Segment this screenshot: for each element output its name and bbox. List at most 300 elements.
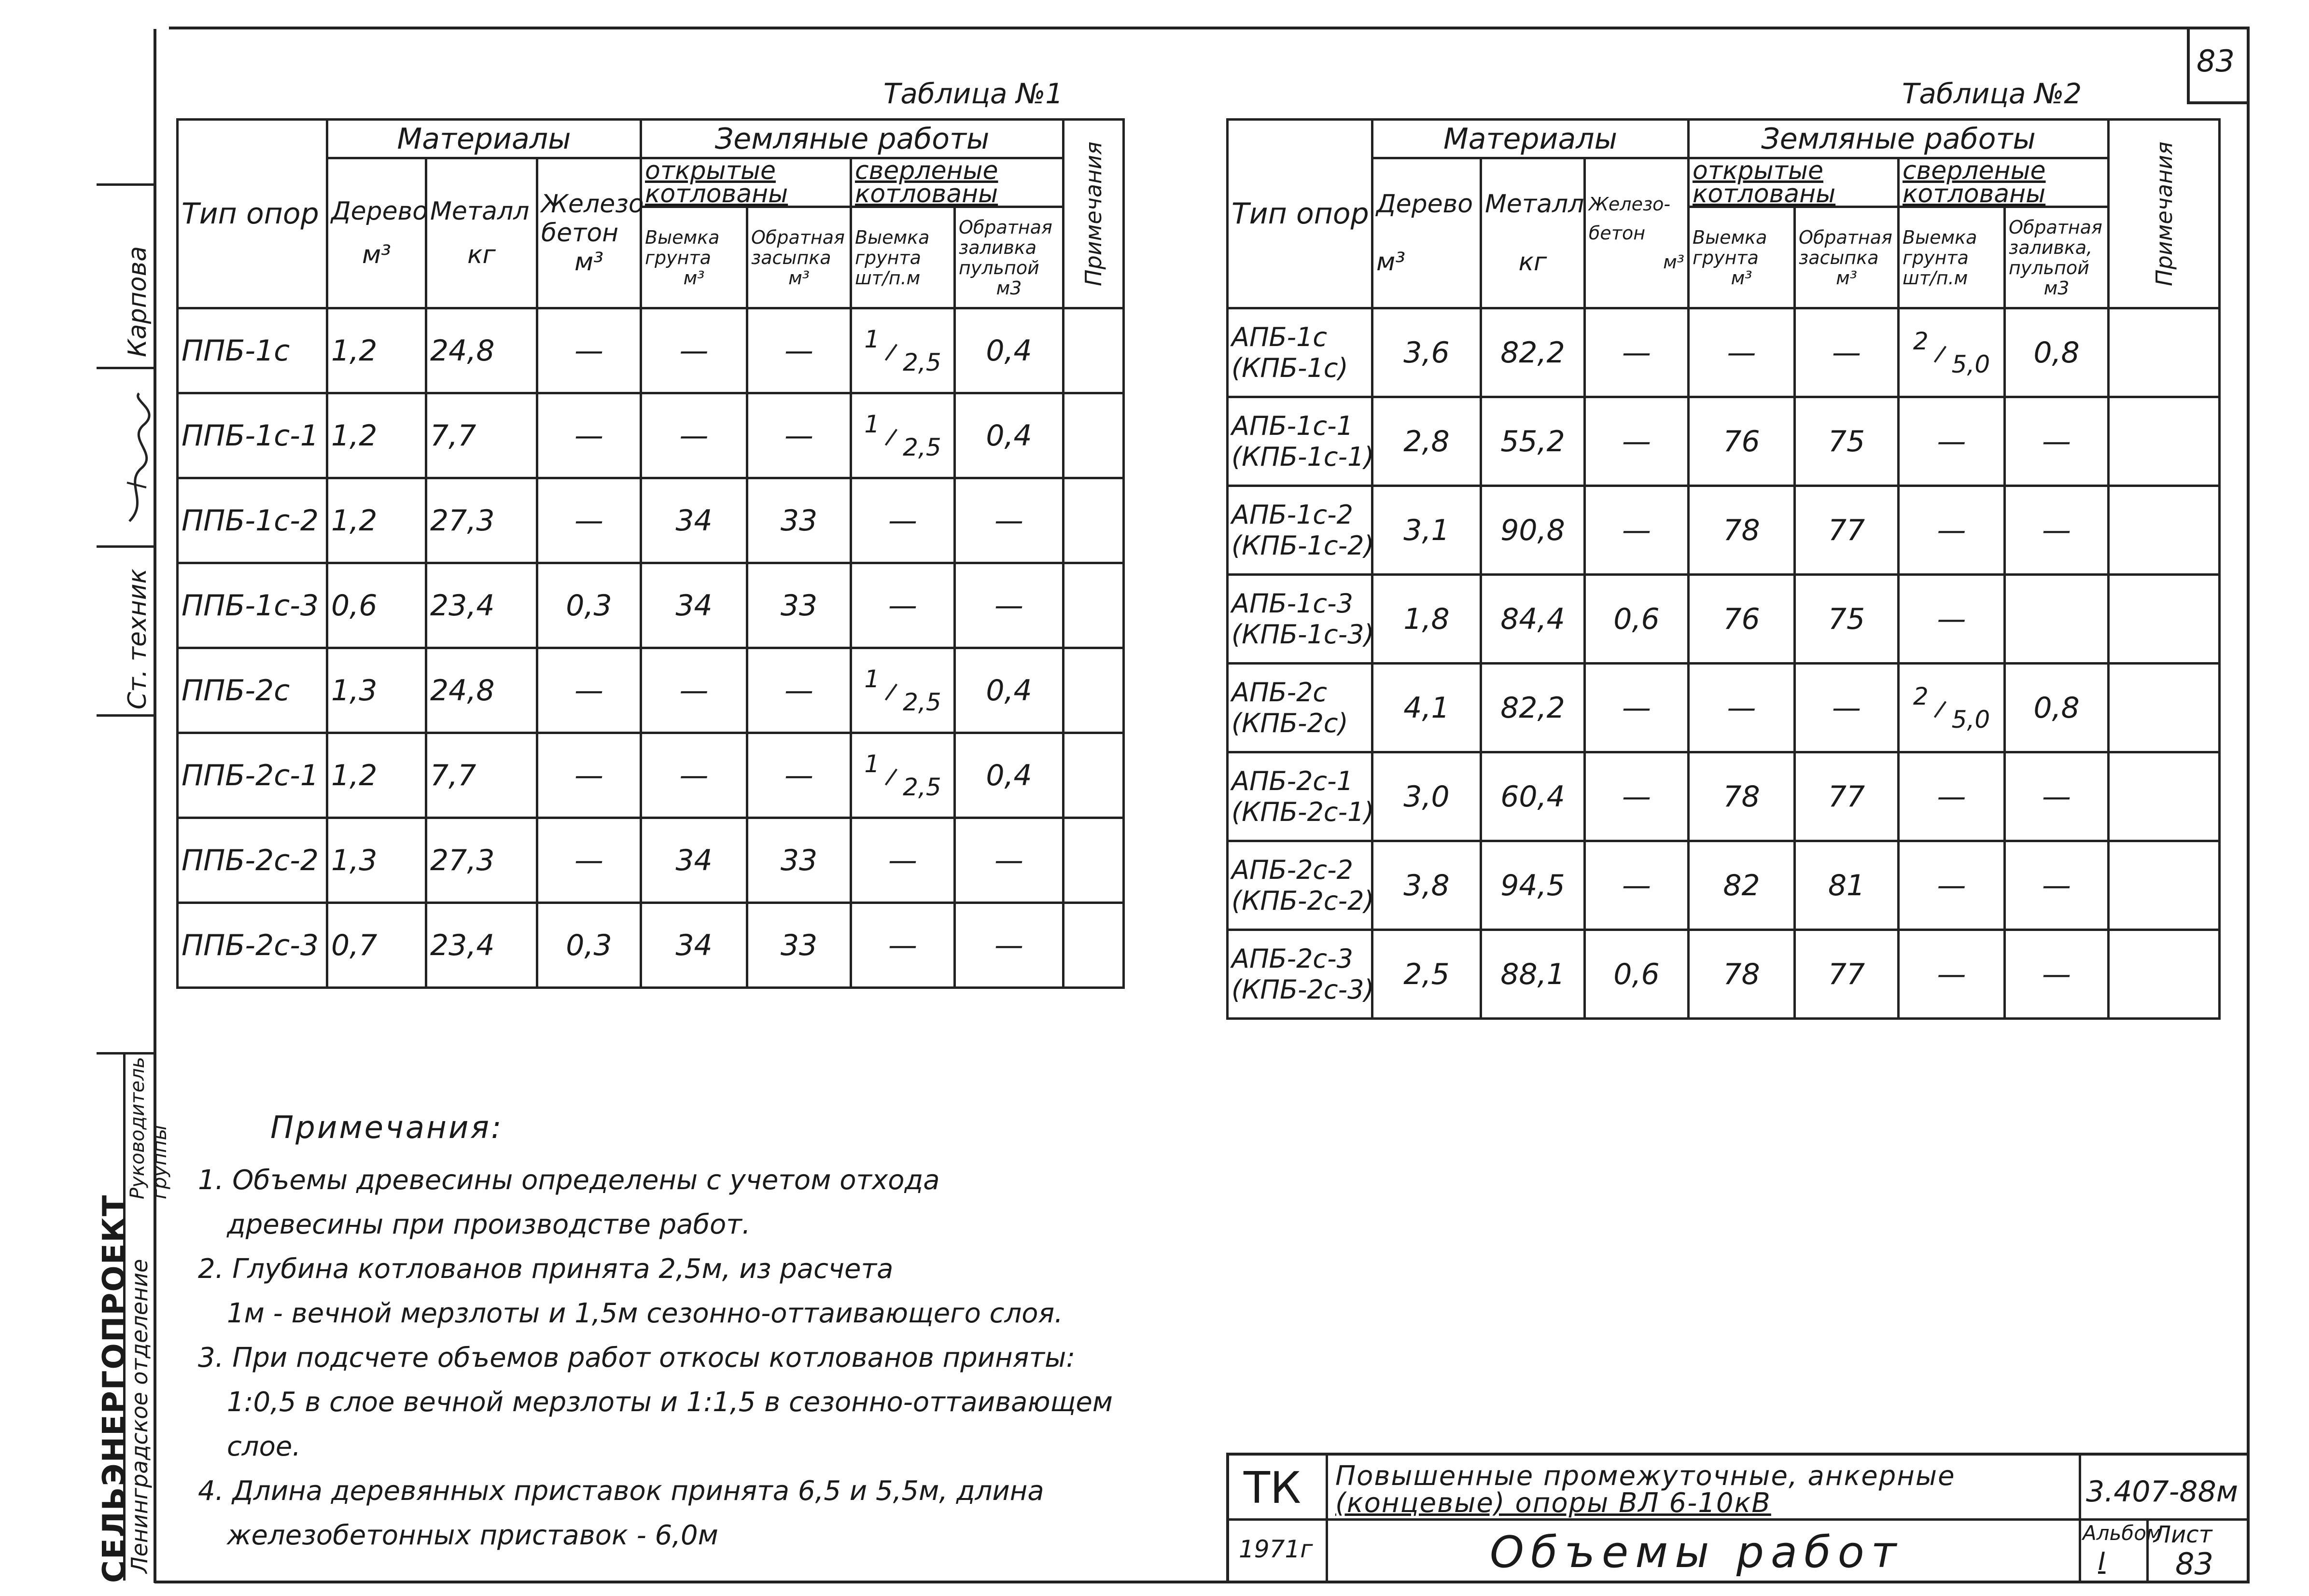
side-strip-line-e [97, 183, 154, 186]
table1-backfill: — [747, 393, 851, 478]
table1-type: ППБ-1с-3 [178, 563, 327, 648]
table1-excavation: — [641, 393, 747, 478]
table1-header-excavation-unit: м³ [683, 267, 705, 289]
note-line: 3. При подсчете объемов работ откосы котлованов приняты: [198, 1342, 1076, 1374]
table2-drill-cell [1899, 575, 2005, 664]
table1-drill-num: 1 [864, 410, 880, 438]
table2-notes-cell [2109, 575, 2220, 664]
table1 [176, 118, 1125, 989]
table1-drill-cell [851, 563, 955, 648]
table2-excavation: 78 [1689, 486, 1795, 575]
table2-header-backfill-text: Обратная засыпка [1799, 226, 1892, 268]
table2-type [1228, 486, 1372, 575]
table2-backfill: 75 [1795, 397, 1899, 486]
table1-drill-den: 2,5 [903, 433, 941, 461]
table2-row [1228, 930, 2220, 1019]
table2-type-main: АПБ-2с [1231, 677, 1328, 708]
table1-header-drilled-pits: сверленые котлованы [851, 158, 1064, 207]
table1-header-materials: Материалы [327, 120, 641, 158]
stamp-vline-tk [1326, 1456, 1328, 1583]
table2-type-main: АПБ-1с-3 [1231, 588, 1353, 619]
table2-metal: 90,8 [1481, 486, 1585, 575]
table2-type-alt: (КПБ-1с-2) [1231, 530, 1374, 561]
table1-type: ППБ-2с-3 [178, 903, 327, 988]
table1-pulp: — [955, 818, 1064, 903]
table1-excavation: 34 [641, 818, 747, 903]
table2-wood: 3,0 [1372, 752, 1481, 841]
table1-pulp: — [955, 478, 1064, 563]
side-name-karpova: Карпова [123, 246, 152, 357]
table2-caption: Таблица №2 [1902, 77, 2082, 110]
table2-pulp [2005, 575, 2109, 664]
table1-drill-sep [885, 429, 897, 445]
table2-header-metal-text: Металл [1485, 190, 1584, 219]
table1-header-concrete-unit: м³ [574, 248, 604, 277]
table2-drill-num: — [1937, 779, 1966, 814]
table2-metal: 82,2 [1481, 664, 1585, 752]
table2-metal: 82,2 [1481, 308, 1585, 397]
table2-header-notes [2109, 120, 2220, 308]
table1-drill-num: — [888, 843, 918, 877]
table2-wood: 3,6 [1372, 308, 1481, 397]
table2-excavation: — [1689, 308, 1795, 397]
table2-excavation: 78 [1689, 930, 1795, 1019]
table2-header-pulp-unit: м3 [2043, 277, 2070, 299]
table1-concrete: — [537, 733, 641, 818]
table2-notes-cell [2109, 664, 2220, 752]
table2-concrete: — [1585, 397, 1689, 486]
table2-header-excavation [1689, 207, 1795, 308]
table1-concrete: — [537, 818, 641, 903]
table1-backfill: — [747, 308, 851, 393]
table1-drill-cell [851, 308, 955, 393]
table1-notes-cell [1064, 648, 1124, 733]
table2-excavation: 82 [1689, 841, 1795, 930]
table2-metal: 55,2 [1481, 397, 1585, 486]
table2-header-wood-unit: м³ [1376, 248, 1406, 277]
table1-notes-cell [1064, 903, 1124, 988]
note-line: 2. Глубина котлованов принята 2,5м, из расчета [198, 1253, 894, 1285]
table2-pulp: — [2005, 841, 2109, 930]
note-line: 1:0,5 в слое вечной мерзлоты и 1:1,5 в сезонно-оттаивающем [227, 1387, 1113, 1418]
table1-header-drill-excavation [851, 207, 955, 308]
table2-type [1228, 308, 1372, 397]
table2-concrete: — [1585, 841, 1689, 930]
table1-drill-sep [885, 683, 897, 700]
table2-drill-sep [1934, 346, 1946, 362]
side-role-tech: Ст. техник [123, 569, 152, 709]
table1-header-earthworks: Земляные работы [641, 120, 1064, 158]
table1-drill-sep [885, 344, 897, 361]
table2-header-materials: Материалы [1372, 120, 1689, 158]
table1-header-excavation-text: Выемка грунта [645, 226, 720, 268]
side-org-name: СЕЛЬЭНЕРГОПРОЕКТ [97, 1194, 132, 1583]
table1-metal: 7,7 [426, 733, 537, 818]
table2-type-alt: (КПБ-1с-1) [1231, 441, 1374, 472]
table2-concrete: 0,6 [1585, 930, 1689, 1019]
table2-header-metal-unit: кг [1518, 248, 1547, 277]
table1-metal: 27,3 [426, 478, 537, 563]
table1-backfill: 33 [747, 478, 851, 563]
note-line: 4. Длина деревянных приставок принята 6,5 и 5,5м, длина [198, 1475, 1044, 1507]
table1-backfill: 33 [747, 818, 851, 903]
table1-type: ППБ-2с-1 [178, 733, 327, 818]
table1-backfill: 33 [747, 903, 851, 988]
table2-metal: 60,4 [1481, 752, 1585, 841]
table2-wood: 3,8 [1372, 841, 1481, 930]
table1-wood: 1,2 [327, 308, 426, 393]
table1-excavation: 34 [641, 478, 747, 563]
table2-header-pulp-text: Обратная заливка, пульпой [2009, 216, 2102, 278]
table1-notes-cell [1064, 393, 1124, 478]
note-line: железобетонных приставок - 6,0м [227, 1520, 718, 1551]
table1-notes-cell [1064, 308, 1124, 393]
table1-type: ППБ-1с [178, 308, 327, 393]
table1-wood: 1,2 [327, 393, 426, 478]
table2-type-alt: (КПБ-1с) [1231, 352, 1348, 383]
table2-drill-num: 2 [1913, 682, 1929, 710]
table2-backfill: 77 [1795, 486, 1899, 575]
side-strip-line-d [97, 367, 154, 369]
table1-pulp: 0,4 [955, 648, 1064, 733]
table2-header-backfill-unit: м³ [1836, 267, 1857, 289]
table2-type-main: АПБ-1с-2 [1231, 499, 1353, 530]
table1-wood: 0,7 [327, 903, 426, 988]
sheet-number: 83 [2197, 43, 2235, 79]
table2-concrete: — [1585, 486, 1689, 575]
table1-drill-num: — [888, 928, 918, 962]
table2-header-type [1228, 120, 1372, 308]
notes-title: Примечания: [270, 1110, 504, 1146]
table2-header-excavation-unit: м³ [1731, 267, 1752, 289]
table2-row [1228, 752, 2220, 841]
table2-backfill: 77 [1795, 752, 1899, 841]
table1-notes-cell [1064, 563, 1124, 648]
table2-drill-cell [1899, 486, 2005, 575]
table1-concrete: — [537, 393, 641, 478]
table2-type [1228, 841, 1372, 930]
title-stamp [1226, 1453, 2250, 1583]
table2-header-concrete [1585, 158, 1689, 308]
table1-excavation: 34 [641, 903, 747, 988]
stamp-album-value: I [2098, 1547, 2106, 1576]
frame-right-line [2247, 27, 2250, 1583]
stamp-year: 1971г [1239, 1535, 1313, 1563]
table2-header-pulp [2005, 207, 2109, 308]
table2-header-drill-excavation [1899, 207, 2005, 308]
table2-drill-cell [1899, 664, 2005, 752]
table1-header-backfill-unit: м³ [788, 267, 810, 289]
table1-header-backfill [747, 207, 851, 308]
table2-header-type-text: Тип опор [1231, 197, 1369, 231]
table2-header-concrete-text: Железо- бетон [1589, 194, 1671, 244]
table2-backfill: — [1795, 664, 1899, 752]
table1-header-drill-excavation-text: Выемка грунта [855, 226, 930, 268]
table2-type [1228, 575, 1372, 664]
table2-excavation: — [1689, 664, 1795, 752]
table1-row [178, 393, 1124, 478]
side-strip-line-c [97, 545, 154, 548]
table1-drill-den: 2,5 [903, 348, 941, 376]
table2-notes-cell [2109, 486, 2220, 575]
table2-wood: 3,1 [1372, 486, 1481, 575]
table2-concrete: — [1585, 308, 1689, 397]
table2-notes-cell [2109, 397, 2220, 486]
table1-notes-cell [1064, 818, 1124, 903]
table2-type [1228, 752, 1372, 841]
table1-concrete: — [537, 308, 641, 393]
table1-drill-num: — [888, 588, 918, 623]
table1-concrete: 0,3 [537, 563, 641, 648]
table2-wood: 2,8 [1372, 397, 1481, 486]
table1-drill-cell [851, 818, 955, 903]
table2-wood: 1,8 [1372, 575, 1481, 664]
table2-backfill: 75 [1795, 575, 1899, 664]
stamp-album-label: Альбом [2083, 1521, 2162, 1545]
table2-type [1228, 664, 1372, 752]
table1-excavation: — [641, 733, 747, 818]
table2-drill-den: 5,0 [1951, 350, 1990, 378]
table2-type-main: АПБ-2с-1 [1231, 765, 1353, 796]
table2-type [1228, 930, 1372, 1019]
table1-wood: 0,6 [327, 563, 426, 648]
table2-metal: 94,5 [1481, 841, 1585, 930]
table2-drill-num: — [1937, 424, 1966, 458]
table1-pulp: 0,4 [955, 308, 1064, 393]
table1-header-open-pits: открытые котлованы [641, 158, 851, 207]
table2-type-main: АПБ-1с-1 [1231, 410, 1353, 441]
table2-row [1228, 308, 2220, 397]
table2-header-drill-excavation-text: Выемка грунта [1903, 226, 1977, 268]
stamp-description-line1: Повышенные промежуточные, анкерные [1335, 1460, 1956, 1492]
table2-header-excavation-text: Выемка грунта [1693, 226, 1767, 268]
table1-header-wood [327, 158, 426, 308]
table1-notes-cell [1064, 478, 1124, 563]
table2-row [1228, 397, 2220, 486]
table2-wood: 4,1 [1372, 664, 1481, 752]
table1-header-notes-text: Примечания [1080, 141, 1107, 286]
table2-drill-cell [1899, 752, 2005, 841]
table1-metal: 23,4 [426, 563, 537, 648]
table1-type: ППБ-2с-2 [178, 818, 327, 903]
table1-header-metal [426, 158, 537, 308]
table1-drill-num: 1 [864, 665, 880, 693]
table2-type-alt: (КПБ-2с-1) [1231, 796, 1374, 827]
table1-row [178, 648, 1124, 733]
table1-row [178, 563, 1124, 648]
table2-wood: 2,5 [1372, 930, 1481, 1019]
table1-metal: 24,8 [426, 648, 537, 733]
table2-excavation: 76 [1689, 575, 1795, 664]
table2-row [1228, 664, 2220, 752]
table2-notes-cell [2109, 930, 2220, 1019]
table1-type: ППБ-1с-2 [178, 478, 327, 563]
stamp-description-line2: (концевые) опоры ВЛ 6-10кВ [1335, 1487, 1771, 1519]
table2-type-main: АПБ-2с-3 [1231, 943, 1353, 974]
table2-header-wood-text: Дерево [1376, 190, 1473, 219]
table1-pulp: — [955, 903, 1064, 988]
table1-header-excavation [641, 207, 747, 308]
note-line: 1. Объемы древесины определены с учетом отхода [198, 1165, 940, 1196]
table2-type-alt: (КПБ-1с-3) [1231, 619, 1374, 650]
table1-drill-den: 2,5 [903, 773, 941, 801]
table1-header-drill-excavation-unit: шт/п.м [855, 267, 921, 289]
table1-wood: 1,2 [327, 733, 426, 818]
stamp-code: 3.407-88м [2086, 1475, 2239, 1509]
table1-caption: Таблица №1 [883, 77, 1064, 110]
notes-block [198, 1158, 1236, 1558]
table2-drill-cell [1899, 397, 2005, 486]
table2-pulp: — [2005, 397, 2109, 486]
table1-notes-cell [1064, 733, 1124, 818]
table1-metal: 24,8 [426, 308, 537, 393]
table2-pulp: — [2005, 930, 2109, 1019]
table2-concrete: 0,6 [1585, 575, 1689, 664]
table1-concrete: — [537, 648, 641, 733]
table1-drill-num: 1 [864, 325, 880, 353]
table1-concrete: 0,3 [537, 903, 641, 988]
table2-notes-cell [2109, 841, 2220, 930]
table1-header-pulp [955, 207, 1064, 308]
table2-header-drill-excavation-unit: шт/п.м [1903, 267, 1968, 289]
table2-notes-cell [2109, 308, 2220, 397]
table1-wood: 1,3 [327, 648, 426, 733]
table2-excavation: 78 [1689, 752, 1795, 841]
table1-drill-num: — [888, 503, 918, 538]
table1-excavation: — [641, 648, 747, 733]
table2-backfill: 81 [1795, 841, 1899, 930]
table2-notes-cell [2109, 752, 2220, 841]
table2-header-metal [1481, 158, 1585, 308]
table1-header-pulp-unit: м3 [996, 277, 1022, 299]
table2-drill-num: — [1937, 868, 1966, 902]
table1-wood: 1,3 [327, 818, 426, 903]
table1-backfill: 33 [747, 563, 851, 648]
table1-row [178, 818, 1124, 903]
table1-header-metal-text: Металл [430, 197, 530, 226]
table2-drill-num: — [1937, 513, 1966, 547]
table2-type-main: АПБ-1с [1231, 321, 1328, 352]
table2-metal: 84,4 [1481, 575, 1585, 664]
table2-concrete: — [1585, 664, 1689, 752]
table1-header-type-text: Тип опор [182, 197, 319, 231]
table1-row [178, 903, 1124, 988]
table1-metal: 27,3 [426, 818, 537, 903]
table2-header-drilled-pits: сверленые котлованы [1899, 158, 2109, 207]
table2-pulp: — [2005, 486, 2109, 575]
table1-row [178, 478, 1124, 563]
stamp-title: Объемы работ [1490, 1527, 1903, 1578]
table1-header-notes [1064, 120, 1124, 308]
table1-drill-num: 1 [864, 749, 880, 778]
table2-drill-cell [1899, 930, 2005, 1019]
table2-excavation: 76 [1689, 397, 1795, 486]
table1-drill-sep [885, 768, 897, 785]
table1-excavation: 34 [641, 563, 747, 648]
table2-row [1228, 486, 2220, 575]
table2-header-earthworks: Земляные работы [1689, 120, 2109, 158]
stamp-vline-code [2079, 1456, 2081, 1583]
table2-pulp: 0,8 [2005, 308, 2109, 397]
table1-pulp: 0,4 [955, 393, 1064, 478]
stamp-sheet-label: Лист [2154, 1521, 2212, 1548]
table2-pulp: 0,8 [2005, 664, 2109, 752]
table1-drill-cell [851, 648, 955, 733]
table1-drill-den: 2,5 [903, 688, 941, 716]
table1-pulp: 0,4 [955, 733, 1064, 818]
table2-header-open-pits: открытые котлованы [1689, 158, 1899, 207]
side-strip-line-b [97, 714, 154, 717]
table2-pulp: — [2005, 752, 2109, 841]
table2-header-wood [1372, 158, 1481, 308]
table1-header-concrete [537, 158, 653, 308]
table2-metal: 88,1 [1481, 930, 1585, 1019]
table1-backfill: — [747, 733, 851, 818]
table2-header-notes-text: Примечания [2151, 141, 2177, 286]
table2-type-alt: (КПБ-2с-3) [1231, 974, 1374, 1005]
side-department: Ленинградское отделение [126, 1259, 153, 1573]
table2-type-alt: (КПБ-2с) [1231, 708, 1348, 738]
table1-header-type [178, 120, 327, 308]
note-line: 1м - вечной мерзлоты и 1,5м сезонно-оттаивающего слоя. [227, 1298, 1063, 1329]
table1-drill-cell [851, 733, 955, 818]
table1-excavation: — [641, 308, 747, 393]
table1-drill-cell [851, 393, 955, 478]
table2-row [1228, 575, 2220, 664]
table2-backfill: — [1795, 308, 1899, 397]
table2-drill-cell [1899, 308, 2005, 397]
table1-type: ППБ-1с-1 [178, 393, 327, 478]
note-line: слое. [227, 1431, 301, 1462]
table1-header-pulp-text: Обратная заливка пульпой [959, 216, 1052, 278]
table2-type-alt: (КПБ-2с-2) [1231, 885, 1374, 916]
table1-header-concrete-text: Железо- бетон [541, 190, 653, 248]
table1-header-metal-unit: кг [467, 240, 496, 269]
table1-drill-cell [851, 478, 955, 563]
table1-header-wood-unit: м³ [362, 240, 392, 269]
table1-pulp: — [955, 563, 1064, 648]
table1-header-wood-text: Дерево [331, 197, 428, 226]
table2-drill-sep [1934, 701, 1946, 718]
stamp-sheet-value: 83 [2175, 1546, 2213, 1582]
table2-drill-den: 5,0 [1951, 705, 1990, 734]
table2-backfill: 77 [1795, 930, 1899, 1019]
table1-row [178, 308, 1124, 393]
stamp-tk: ТК [1244, 1463, 1301, 1513]
table1-type: ППБ-2с [178, 648, 327, 733]
table1-drill-cell [851, 903, 955, 988]
table2-drill-num: 2 [1913, 327, 1929, 355]
frame-top-line [169, 27, 2250, 29]
table1-header-backfill-text: Обратная засыпка [751, 226, 845, 268]
side-role-head: Руководитель группы [126, 1056, 171, 1199]
table2-drill-num: — [1937, 602, 1966, 636]
table1-metal: 7,7 [426, 393, 537, 478]
side-signature [120, 386, 154, 531]
table2-type [1228, 397, 1372, 486]
table2-type-main: АПБ-2с-2 [1231, 854, 1353, 885]
table2-drill-num: — [1937, 957, 1966, 991]
note-line: древесины при производстве работ. [227, 1209, 751, 1240]
table1-row [178, 733, 1124, 818]
table2 [1226, 118, 2221, 1020]
table2-header-concrete-unit: м³ [1663, 251, 1685, 273]
table1-concrete: — [537, 478, 641, 563]
table2-drill-cell [1899, 841, 2005, 930]
table1-backfill: — [747, 648, 851, 733]
table1-wood: 1,2 [327, 478, 426, 563]
table2-concrete: — [1585, 752, 1689, 841]
